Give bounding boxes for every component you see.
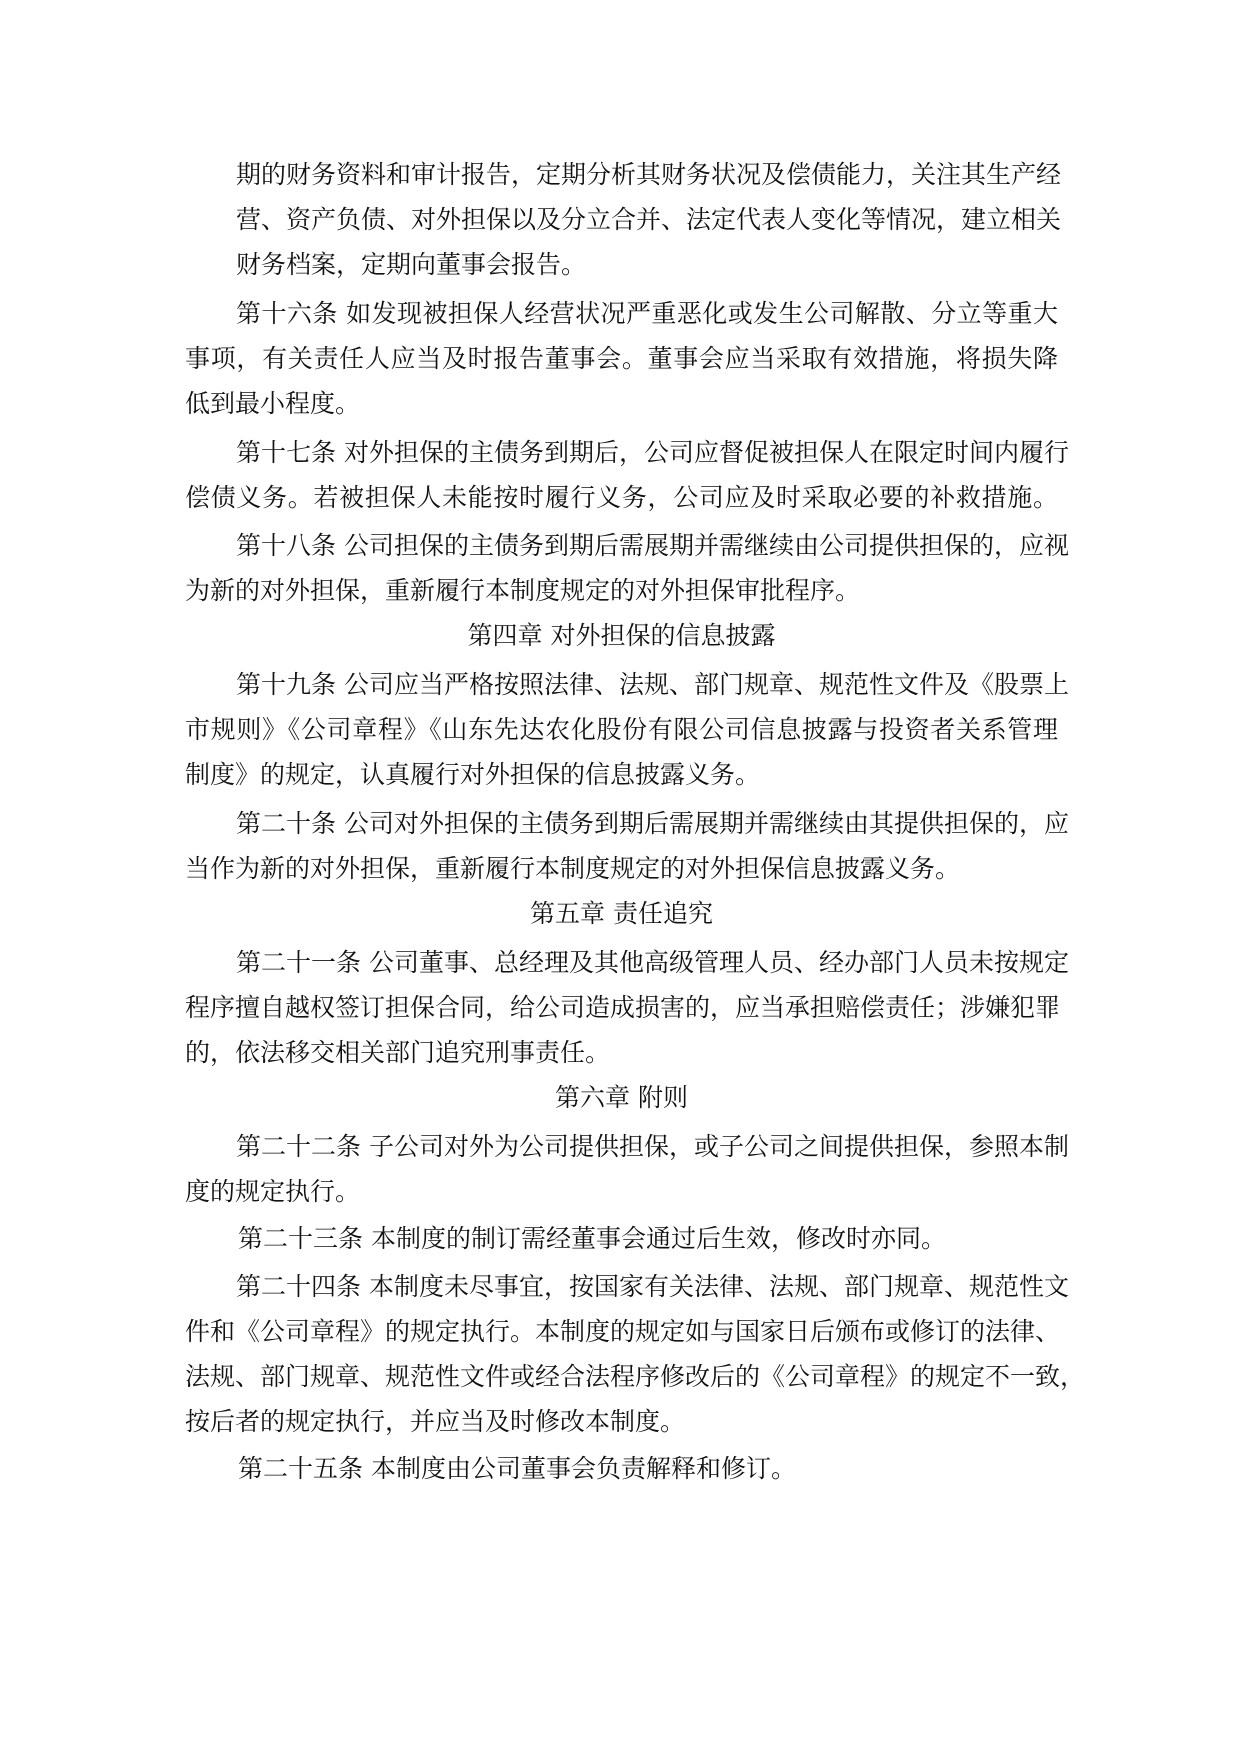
article-21-line-2: 程序擅自越权签订担保合同，给公司造成损害的，应当承担赔偿责任；涉嫌犯罪 (185, 993, 1061, 1022)
article-24-line-4: 按后者的规定执行，并应当及时修改本制度。 (185, 1407, 686, 1436)
article-25-line-1: 第二十五条 本制度由公司董事会负责解释和修订。 (238, 1454, 796, 1483)
para-15-line-2: 营、资产负债、对外担保以及分立合并、法定代表人变化等情况，建立相关 (236, 205, 1062, 234)
article-20-line-1: 第二十条 公司对外担保的主债务到期后需展期并需继续由其提供担保的，应 (236, 809, 1069, 838)
article-16-line-2: 事项，有关责任人应当及时报告董事会。董事会应当采取有效措施，将损失降 (185, 344, 1058, 373)
article-16-line-1: 第十六条 如发现被担保人经营状况严重恶化或发生公司解散、分立等重大 (236, 299, 1058, 328)
para-15-line-3: 财务档案，定期向董事会报告。 (236, 250, 587, 279)
article-17-line-1: 第十七条 对外担保的主债务到期后，公司应督促被担保人在限定时间内履行 (236, 438, 1069, 467)
article-21-line-1: 第二十一条 公司董事、总经理及其他高级管理人员、经办部门人员未按规定 (236, 948, 1069, 977)
chapter-4-heading: 第四章 对外担保的信息披露 (467, 621, 776, 650)
article-16-line-3: 低到最小程度。 (185, 389, 361, 418)
article-19-line-1: 第十九条 公司应当严格按照法律、法规、部门规章、规范性文件及《股票上 (236, 670, 1069, 699)
article-24-line-1: 第二十四条 本制度未尽事宜，按国家有关法律、法规、部门规章、规范性文 (236, 1272, 1069, 1301)
article-18-line-2: 为新的对外担保，重新履行本制度规定的对外担保审批程序。 (185, 576, 861, 605)
chapter-6-heading: 第六章 附则 (555, 1083, 688, 1112)
chapter-5-heading: 第五章 责任追究 (530, 899, 713, 928)
article-24-line-3: 法规、部门规章、规范性文件或经合法程序修改后的《公司章程》的规定不一致， (185, 1362, 1086, 1391)
article-20-line-2: 当作为新的对外担保，重新履行本制度规定的对外担保信息披露义务。 (185, 854, 961, 883)
article-19-line-2: 市规则》《公司章程》《山东先达农化股份有限公司信息披露与投资者关系管理 (185, 715, 1058, 744)
article-22-line-2: 度的规定执行。 (185, 1177, 361, 1206)
article-19-line-3: 制度》的规定，认真履行对外担保的信息披露义务。 (185, 760, 761, 789)
article-22-line-1: 第二十二条 子公司对外为公司提供担保，或子公司之间提供担保，参照本制 (236, 1132, 1069, 1161)
article-23-line-1: 第二十三条 本制度的制订需经董事会通过后生效，修改时亦同。 (238, 1224, 946, 1253)
para-15-line-1: 期的财务资料和审计报告，定期分析其财务状况及偿债能力，关注其生产经 (236, 160, 1062, 189)
article-21-line-3: 的，依法移交相关部门追究刑事责任。 (185, 1038, 611, 1067)
article-24-line-2: 件和《公司章程》的规定执行。本制度的规定如与国家日后颁布或修订的法律、 (185, 1317, 1061, 1346)
article-17-line-2: 偿债义务。若被担保人未能按时履行义务，公司应及时采取必要的补救措施。 (185, 483, 1058, 512)
article-18-line-1: 第十八条 公司担保的主债务到期后需展期并需继续由公司提供担保的，应视 (236, 531, 1069, 560)
